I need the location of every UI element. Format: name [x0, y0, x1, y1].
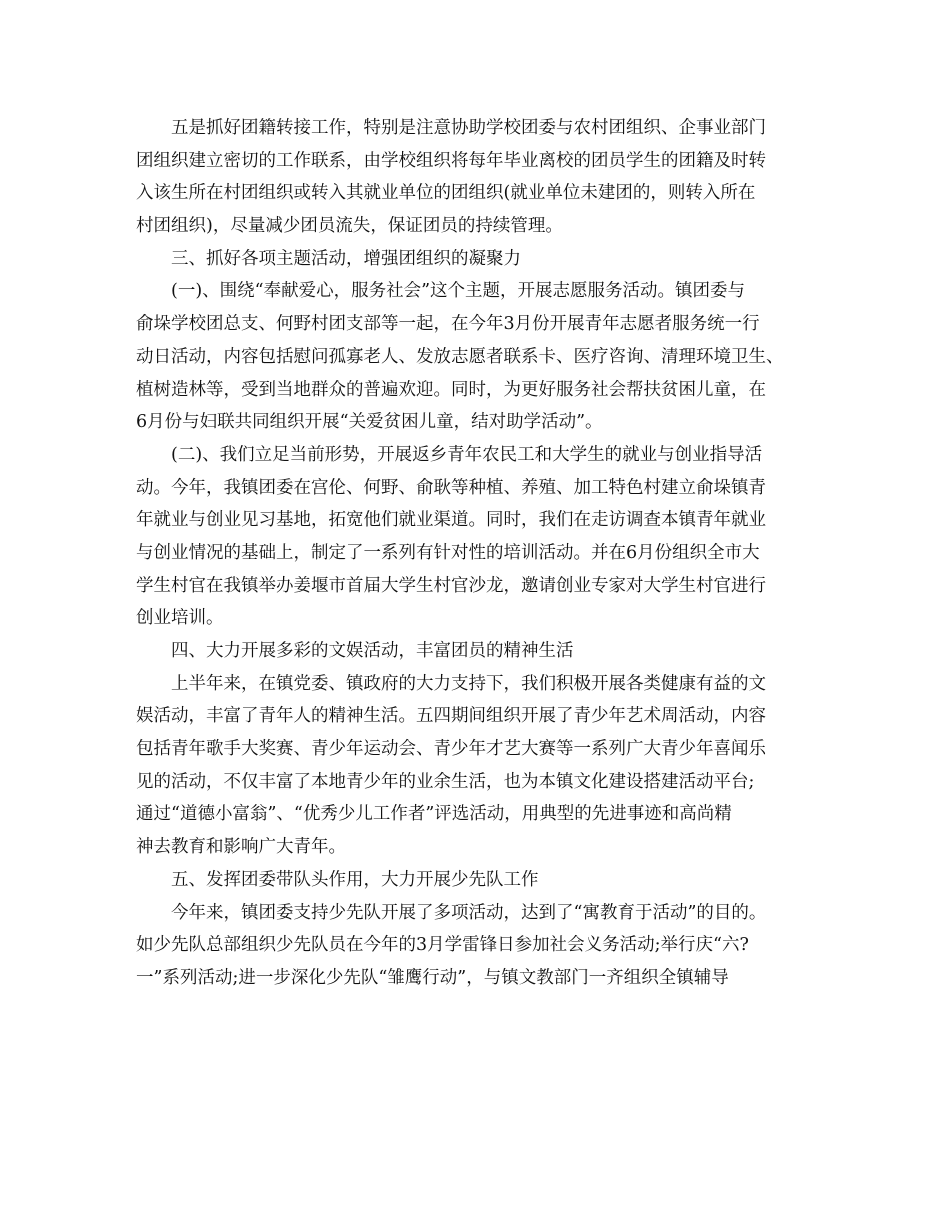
text-line: (二)、我们立足当前形势，开展返乡青年农民工和大学生的就业与创业指导活: [136, 444, 763, 465]
text-line: 俞垛学校团总支、何野村团支部等一起，在今年3月份开展青年志愿者服务统一行: [136, 314, 760, 335]
section-heading: 四、大力开展多彩的文娱活动，丰富团员的精神生活: [136, 641, 574, 661]
text-line: 娱活动，丰富了青年人的精神生活。五四期间组织开展了青少年艺术周活动，内容: [136, 706, 766, 727]
text-line: 入该生所在村团组织或转入其就业单位的团组织(就业单位未建团的，则转入所在: [136, 183, 756, 204]
section-heading: 五、发挥团委带队头作用，大力开展少先队工作: [136, 869, 539, 890]
text-line: 6月份与妇联共同组织开展“关爱贫困儿童，结对助学活动”。: [136, 412, 603, 433]
text-line: 学生村官在我镇举办姜堰市首届大学生村官沙龙，邀请创业专家对大学生村官进行: [136, 575, 766, 596]
text-line: 五是抓好团籍转接工作，特别是注意协助学校团委与农村团组织、企事业部门: [136, 118, 766, 138]
section-heading: 三、抓好各项主题活动，增强团组织的凝聚力: [136, 248, 521, 269]
text-line: (一)、围绕“奉献爱心，服务社会”这个主题，开展志愿服务活动。镇团委与: [136, 281, 746, 302]
text-line: 见的活动，不仅丰富了本地青少年的业余生活，也为本镇文化建设搭建活动平台;: [136, 771, 755, 792]
text-line: 植树造林等，受到当地群众的普遍欢迎。同时，为更好服务社会帮扶贫困儿童，在: [136, 379, 766, 400]
text-line: 上半年来，在镇党委、镇政府的大力支持下，我们积极开展各类健康有益的文: [136, 673, 766, 694]
text-line: 团组织建立密切的工作联系，由学校组织将每年毕业离校的团员学生的团籍及时转: [136, 150, 766, 171]
text-line: 包括青年歌手大奖赛、青少年运动会、青少年才艺大赛等一系列广大青少年喜闻乐: [136, 739, 766, 760]
text-line: 动。今年，我镇团委在宫伦、何野、俞耿等种植、养殖、加工特色村建立俞垛镇青: [136, 477, 766, 498]
text-line: 如少先队总部组织少先队员在今年的3月学雷锋日参加社会义务活动;举行庆“六?: [136, 935, 749, 956]
text-line: 今年来，镇团委支持少先队开展了多项活动，达到了“寓教育于活动”的目的。: [136, 902, 767, 923]
document-body: [136, 112, 816, 995]
text-line: 创业培训。: [136, 608, 224, 629]
text-line: 一”系列活动;进一步深化少先队“雏鹰行动”，与镇文教部门一齐组织全镇辅导: [136, 967, 729, 988]
text-line: 与创业情况的基础上，制定了一系列有针对性的培训活动。并在6月份组织全市大: [136, 542, 760, 563]
text-line: 动日活动，内容包括慰问孤寡老人、发放志愿者联系卡、医疗咨询、清理环境卫生、: [136, 346, 784, 367]
text-line: 村团组织)，尽量减少团员流失，保证团员的持续管理。: [136, 216, 563, 237]
text-line: 通过“道德小富翁”、“优秀少儿工作者”评选活动，用典型的先进事迹和高尚精: [136, 804, 732, 825]
text-line: 神去教育和影响广大青年。: [136, 837, 346, 858]
text-line: 年就业与创业见习基地，拓宽他们就业渠道。同时，我们在走访调查本镇青年就业: [136, 510, 766, 531]
